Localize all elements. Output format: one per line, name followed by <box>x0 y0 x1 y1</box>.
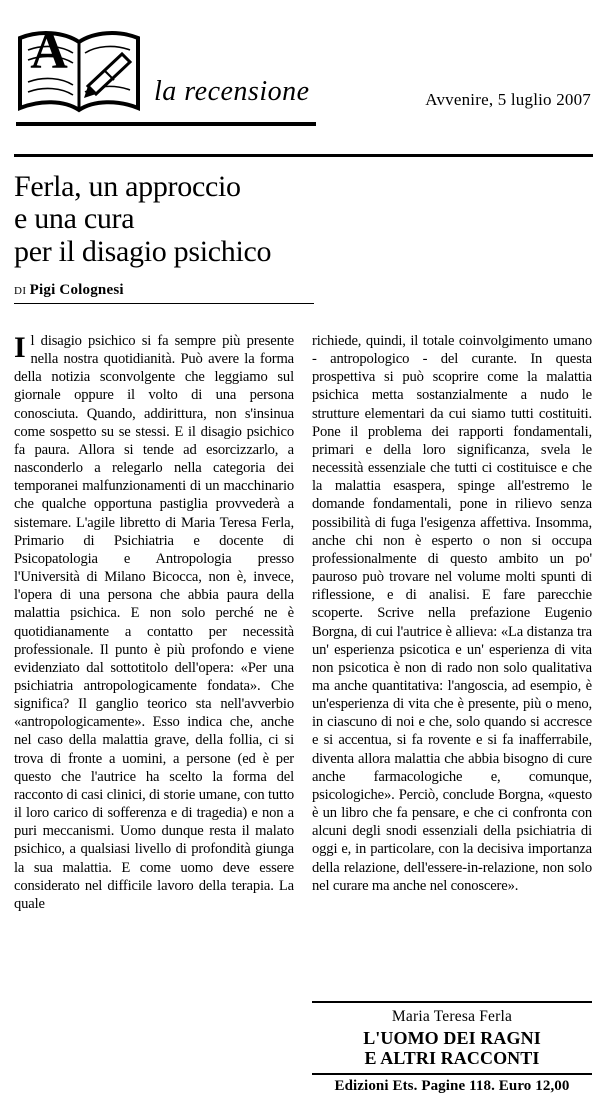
book-publisher: Edizioni Ets. Pagine 118. Euro 12,00 <box>312 1073 592 1095</box>
newspaper-page <box>0 14 607 1103</box>
article-body <box>14 332 593 1095</box>
right-column-text: richiede, quindi, il totale coinvolgimento umano - antropologico - del curante. In questa prospettiva si può scoprire come la malattia psichica metta sostanzialmente a nudo le strutture elementari da cui siamo tutti costituiti. Pone il problema dei rapporti fondamentali, primari e della loro significanza, svela le necessità essenziale che tutti ci costituisce e che la malattia esaspera, spinge all'estremo le domande fondamentali, pone in rilievo senza possibilità di fuga l'esigenza affettiva. Insomma, anche chi non è esperto o non si occupa professionalmente di questo ambito un po' pauroso può trovare nel volume molti spunti di riflessione, e di analisi. E fare parecchie scoperte. Scrive nella prefazione Eugenio Borgna, di cui l'autrice è allieva: «La distanza tra un' esperienza psicotica e un' esperienza di vita non psicotica è non di rado non solo qualitativa ma anche quantitativa: l'angoscia, ad esempio, è un'esperienza di vita che è presente, più o meno, in ciascuno di noi e che, solo quando si accresce e si accentua, si fa rovente e si fa inafferrabile, diventa allora malattia che abbia bisogno di cure anche farmacologiche e, comunque, psicologiche». Perciò, conclude Borgna, «questo è un libro che fa pensare, e che ci confronta con alcuni degli snodi essenziali della psichiatria di oggi e, in particolare, con la decisiva importanza della relazione, dell'essere-in-relazione, non solo nel curare ma anche nel conoscere». <box>312 333 592 894</box>
headline-line-2: e una cura <box>14 202 135 236</box>
column-right <box>312 332 592 1095</box>
section-underline <box>16 122 316 126</box>
column-left <box>14 332 294 1095</box>
svg-text:A: A <box>30 23 68 80</box>
book-title-line-1: L'UOMO DEI RAGNI <box>363 1027 541 1048</box>
left-column-paragraph <box>14 332 294 913</box>
book-title-line-2: E ALTRI RACCONTI <box>364 1047 540 1068</box>
drop-cap: I <box>14 331 26 364</box>
byline-prefix: DI <box>14 285 27 298</box>
headline-line-3: per il disagio psichico <box>14 234 272 268</box>
open-book-icon <box>16 20 146 118</box>
byline <box>14 282 314 304</box>
headline-line-1: Ferla, un approccio <box>14 170 241 203</box>
book-author: Maria Teresa Ferla <box>391 1007 513 1025</box>
left-column-text: l disagio psichico si fa sempre più presente nella nostra quotidianità. Può avere la forma della notizia sconvolgente che leggiamo sul giornale oppure il volto di una persona conosciuta. Quando, addirittura, non s'insinua come sospetto su se stessi. E il disagio psichico fa paura. Allora si tende ad esorcizzarlo, a nasconderlo a relegarlo nella categoria dei temporanei malfunzionamenti di un macchinario che qualche opportuna pastiglia provvederà a sistemare. L'agile libretto di Maria Teresa Ferla, Primario di Psichiatria e docente di Psicopatologia e Antropologia presso l'Università di Milano Bicocca, non è, invece, l'opera di una persona che abbia paura della malattia psichica. E non solo perché ne è quotidianamente a contatto per necessità professionale. Il punto è più profondo e viene evidenziato dal sottotitolo dell'opera: «Per una psichiatria antropologicamente fondata». Che significa? Il ganglio teorico sta nell'avverbio «antropologicamente». Esso indica che, anche nel caso della malattia grave, della follia, ci si trova di fronte a uomini, a persone (ed è per questo che l'autrice ha scelto la forma del racconto di casi clinici, di storie umane, con tutto il loro carico di sofferenza e di tragedia) e non a puri meccanismi. Uomo dunque resta il malato psichico, a qualsiasi livello di profondità giunga la sua malattia. E come uomo deve essere considerato nel difficile lavoro della terapia. La quale <box>14 333 294 912</box>
book-info-box <box>312 1001 592 1095</box>
open-book-logo <box>16 20 146 118</box>
byline-author: Pigi Colognesi <box>29 282 124 299</box>
source-date: Avvenire, 5 luglio 2007 <box>425 90 591 109</box>
masthead <box>14 14 593 157</box>
section-label: la recensione <box>154 76 310 107</box>
page-title <box>14 171 314 268</box>
